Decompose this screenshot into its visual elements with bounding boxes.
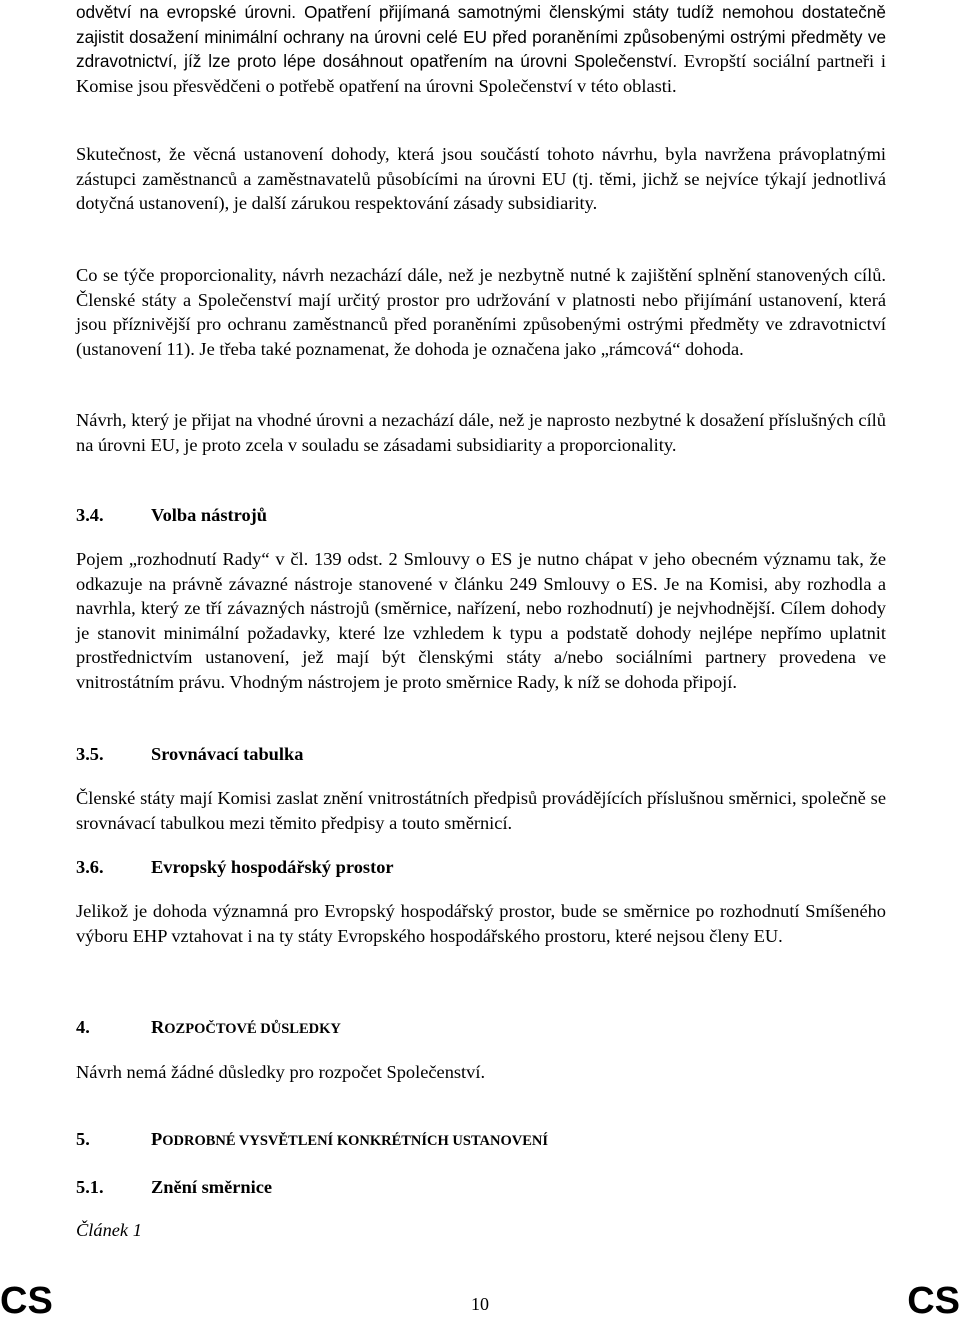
language-code-right: CS bbox=[907, 1280, 960, 1322]
paragraph-sans-text: odvětví na evropské úrovni. Opatření přijímaná samotnými členskými státy tudíž nemohou dostatečně zajistit dosažení minimální ochrany na úrovni celé EU před poraněními způsobenými ostrými předměty ve zdravotnictví, jíž lze proto lépe dosáhnout opatřením na úrovni Společenství. bbox=[76, 2, 886, 72]
heading-title bbox=[151, 1127, 548, 1153]
paragraph-eea: Jelikož je dohoda významná pro Evropský hospodářský prostor, bude se směrnice po rozhodnutí Smíšeného výboru EHP vztahovat i na ty státy Evropského hospodářského prostoru, které nejsou členy EU. bbox=[76, 901, 886, 946]
paragraph-subsidiarity-intro bbox=[76, 0, 886, 98]
paragraph-correlation-table: Členské státy mají Komisi zaslat znění vnitrostátních předpisů provádějících příslušnou směrnici, společně se srovnávací tabulkou mezi těmito předpisy a touto směrnicí. bbox=[76, 788, 886, 833]
paragraph-serif-text: Evropští sociální partneři i Komise jsou přesvědčeni o potřebě opatření na úrovni Společenství v této oblasti. bbox=[76, 51, 886, 96]
heading-number: 4. bbox=[76, 1017, 90, 1037]
paragraph-budget: Návrh nemá žádné důsledky pro rozpočet Společenství. bbox=[76, 1062, 486, 1082]
heading-title-initial: R bbox=[151, 1017, 165, 1037]
paragraph-proportionality: Co se týče proporcionality, návrh nezachází dále, než je nezbytně nutné k zajištění splnění stanovených cílů. Členské státy a Společenství mají určitý prostor pro udržování v platnosti nebo přijímání ustanovení, která jsou příznivější pro ochranu zaměstnanců před poraněními způsobenými ostrými předměty ve zdravotnictví (ustanovení 11). Je třeba také poznamenat, že dohoda je označena jako „rámcová“ dohoda. bbox=[76, 265, 886, 359]
heading-number: 3.5. bbox=[76, 744, 104, 764]
heading-title-rest: ODROBNÉ VYSVĚTLENÍ KONKRÉTNÍCH USTANOVENÍ bbox=[162, 1133, 549, 1149]
heading-title: Znění směrnice bbox=[151, 1177, 273, 1197]
page-footer bbox=[0, 1282, 960, 1320]
heading-number: 3.6. bbox=[76, 857, 104, 877]
heading-number: 5.1. bbox=[76, 1177, 104, 1197]
heading-title: Srovnávací tabulka bbox=[151, 744, 304, 764]
heading-5 bbox=[76, 1127, 886, 1153]
page-number: 10 bbox=[471, 1294, 489, 1314]
heading-3-4 bbox=[76, 503, 886, 527]
paragraph-subsidiarity-guarantee: Skutečnost, že věcná ustanovení dohody, která jsou součástí tohoto návrhu, byla navržena právoplatnými zástupci zaměstnanců a zaměstnavatelů působícími na úrovni EU (tj. těmi, jichž se nejvíce týkají jednotlivá dotyčná ustanovení), je další zárukou respektování zásady subsidiarity. bbox=[76, 144, 886, 214]
heading-title-initial: P bbox=[151, 1129, 163, 1149]
language-code-left: CS bbox=[0, 1280, 53, 1322]
heading-title bbox=[151, 1015, 341, 1041]
heading-title: Volba nástrojů bbox=[151, 505, 268, 525]
paragraph-conclusion: Návrh, který je přijat na vhodné úrovni a nezachází dále, než je naprosto nezbytné k dosažení příslušných cílů na úrovni EU, je proto zcela v souladu se zásadami subsidiarity a proporcionality. bbox=[76, 410, 886, 455]
heading-number: 3.4. bbox=[76, 505, 104, 525]
article-label: Článek 1 bbox=[76, 1220, 142, 1240]
heading-3-6 bbox=[76, 855, 886, 879]
heading-title-rest: OZPOČTOVÉ DŮSLEDKY bbox=[164, 1021, 341, 1037]
heading-title: Evropský hospodářský prostor bbox=[151, 857, 394, 877]
heading-number: 5. bbox=[76, 1129, 90, 1149]
heading-4 bbox=[76, 1015, 886, 1041]
heading-5-1 bbox=[76, 1175, 886, 1199]
heading-3-5 bbox=[76, 742, 886, 766]
paragraph-instrument-choice: Pojem „rozhodnutí Rady“ v čl. 139 odst. 2 Smlouvy o ES je nutno chápat v jeho obecném významu tak, že odkazuje na právně závazné nástroje stanovené v článku 249 Smlouvy o ES. Je na Komisi, aby rozhodla a navrhla, který ze tří závazných nástrojů (směrnice, nařízení, nebo rozhodnutí) je nejvhodnější. Cílem dohody je stanovit minimální požadavky, které lze vzhledem k typu a podstatě dohody nejlépe nepřímo uplatnit prostřednictvím ustanovení, jež mají být členskými státy a/nebo sociálními partnery provedena ve vnitrostátním právu. Vhodným nástrojem je proto směrnice Rady, k níž se dohoda připojí. bbox=[76, 549, 886, 692]
